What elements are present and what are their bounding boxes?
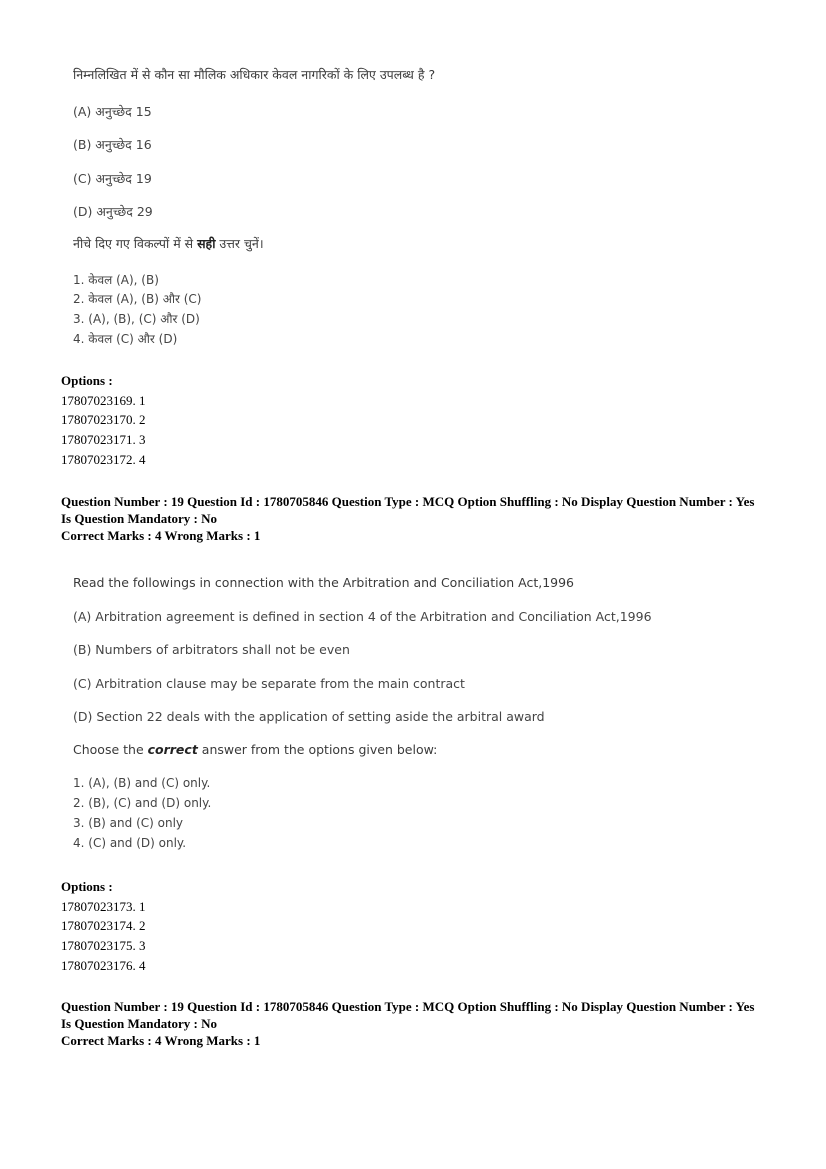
meta-line: Question Number : 19 Question Id : 1780705846 Question Type : MCQ Option Shuffling : No Display Question Number : Yes [61,494,755,509]
instruction: नीचे दिए गए विकल्पों में से सही उत्तर चुनें। [73,236,264,251]
option-c: (C) Arbitration clause may be separate from the main contract [73,676,465,691]
options-list-2 [61,877,146,976]
options-list-1 [61,371,146,470]
option-a: (A) Arbitration agreement is defined in section 4 of the Arbitration and Conciliation Act,1996 [73,609,652,624]
meta-line: Correct Marks : 4 Wrong Marks : 1 [61,1033,261,1048]
question-meta-2 [61,998,754,1049]
option-id: 17807023172. 4 [61,451,146,467]
option-b: (B) अनुच्छेद 16 [73,137,152,152]
question-text: Read the followings in connection with the Arbitration and Conciliation Act,1996 [73,575,575,590]
option-d: (D) Section 22 deals with the application of setting aside the arbitral award [73,709,545,724]
question-text: निम्नलिखित में से कौन सा मौलिक अधिकार केवल नागरिकों के लिए उपलब्ध है ? [73,67,436,82]
choice-4: 4. (C) and (D) only. [73,836,187,850]
options-label: Options : [61,373,113,388]
option-id: 17807023174. 2 [61,918,146,934]
option-a: (A) अनुच्छेद 15 [73,104,152,119]
option-id: 17807023173. 1 [61,898,146,914]
option-id: 17807023175. 3 [61,938,146,954]
options-label: Options : [61,879,113,894]
question-meta-1 [61,493,754,544]
choice-1: 1. (A), (B) and (C) only. [73,776,211,790]
choice-3: 3. (B) and (C) only [73,816,184,830]
choice-4: 4. केवल (C) और (D) [73,332,178,346]
meta-line: Correct Marks : 4 Wrong Marks : 1 [61,528,261,543]
choice-2: 2. (B), (C) and (D) only. [73,796,212,810]
option-id: 17807023171. 3 [61,432,146,448]
meta-line: Is Question Mandatory : No [61,1016,218,1031]
option-c: (C) अनुच्छेद 19 [73,171,152,186]
choice-2: 2. केवल (A), (B) और (C) [73,292,202,306]
meta-line: Question Number : 19 Question Id : 1780705846 Question Type : MCQ Option Shuffling : No Display Question Number : Yes [61,999,755,1014]
option-id: 17807023176. 4 [61,957,146,973]
option-b: (B) Numbers of arbitrators shall not be even [73,642,350,657]
option-id: 17807023169. 1 [61,392,146,408]
meta-line: Is Question Mandatory : No [61,511,218,526]
choice-1: 1. केवल (A), (B) [73,273,159,287]
instruction: Choose the correct answer from the options given below: [73,742,438,757]
option-d: (D) अनुच्छेद 29 [73,204,153,219]
option-id: 17807023170. 2 [61,412,146,428]
choice-3: 3. (A), (B), (C) और (D) [73,312,200,326]
